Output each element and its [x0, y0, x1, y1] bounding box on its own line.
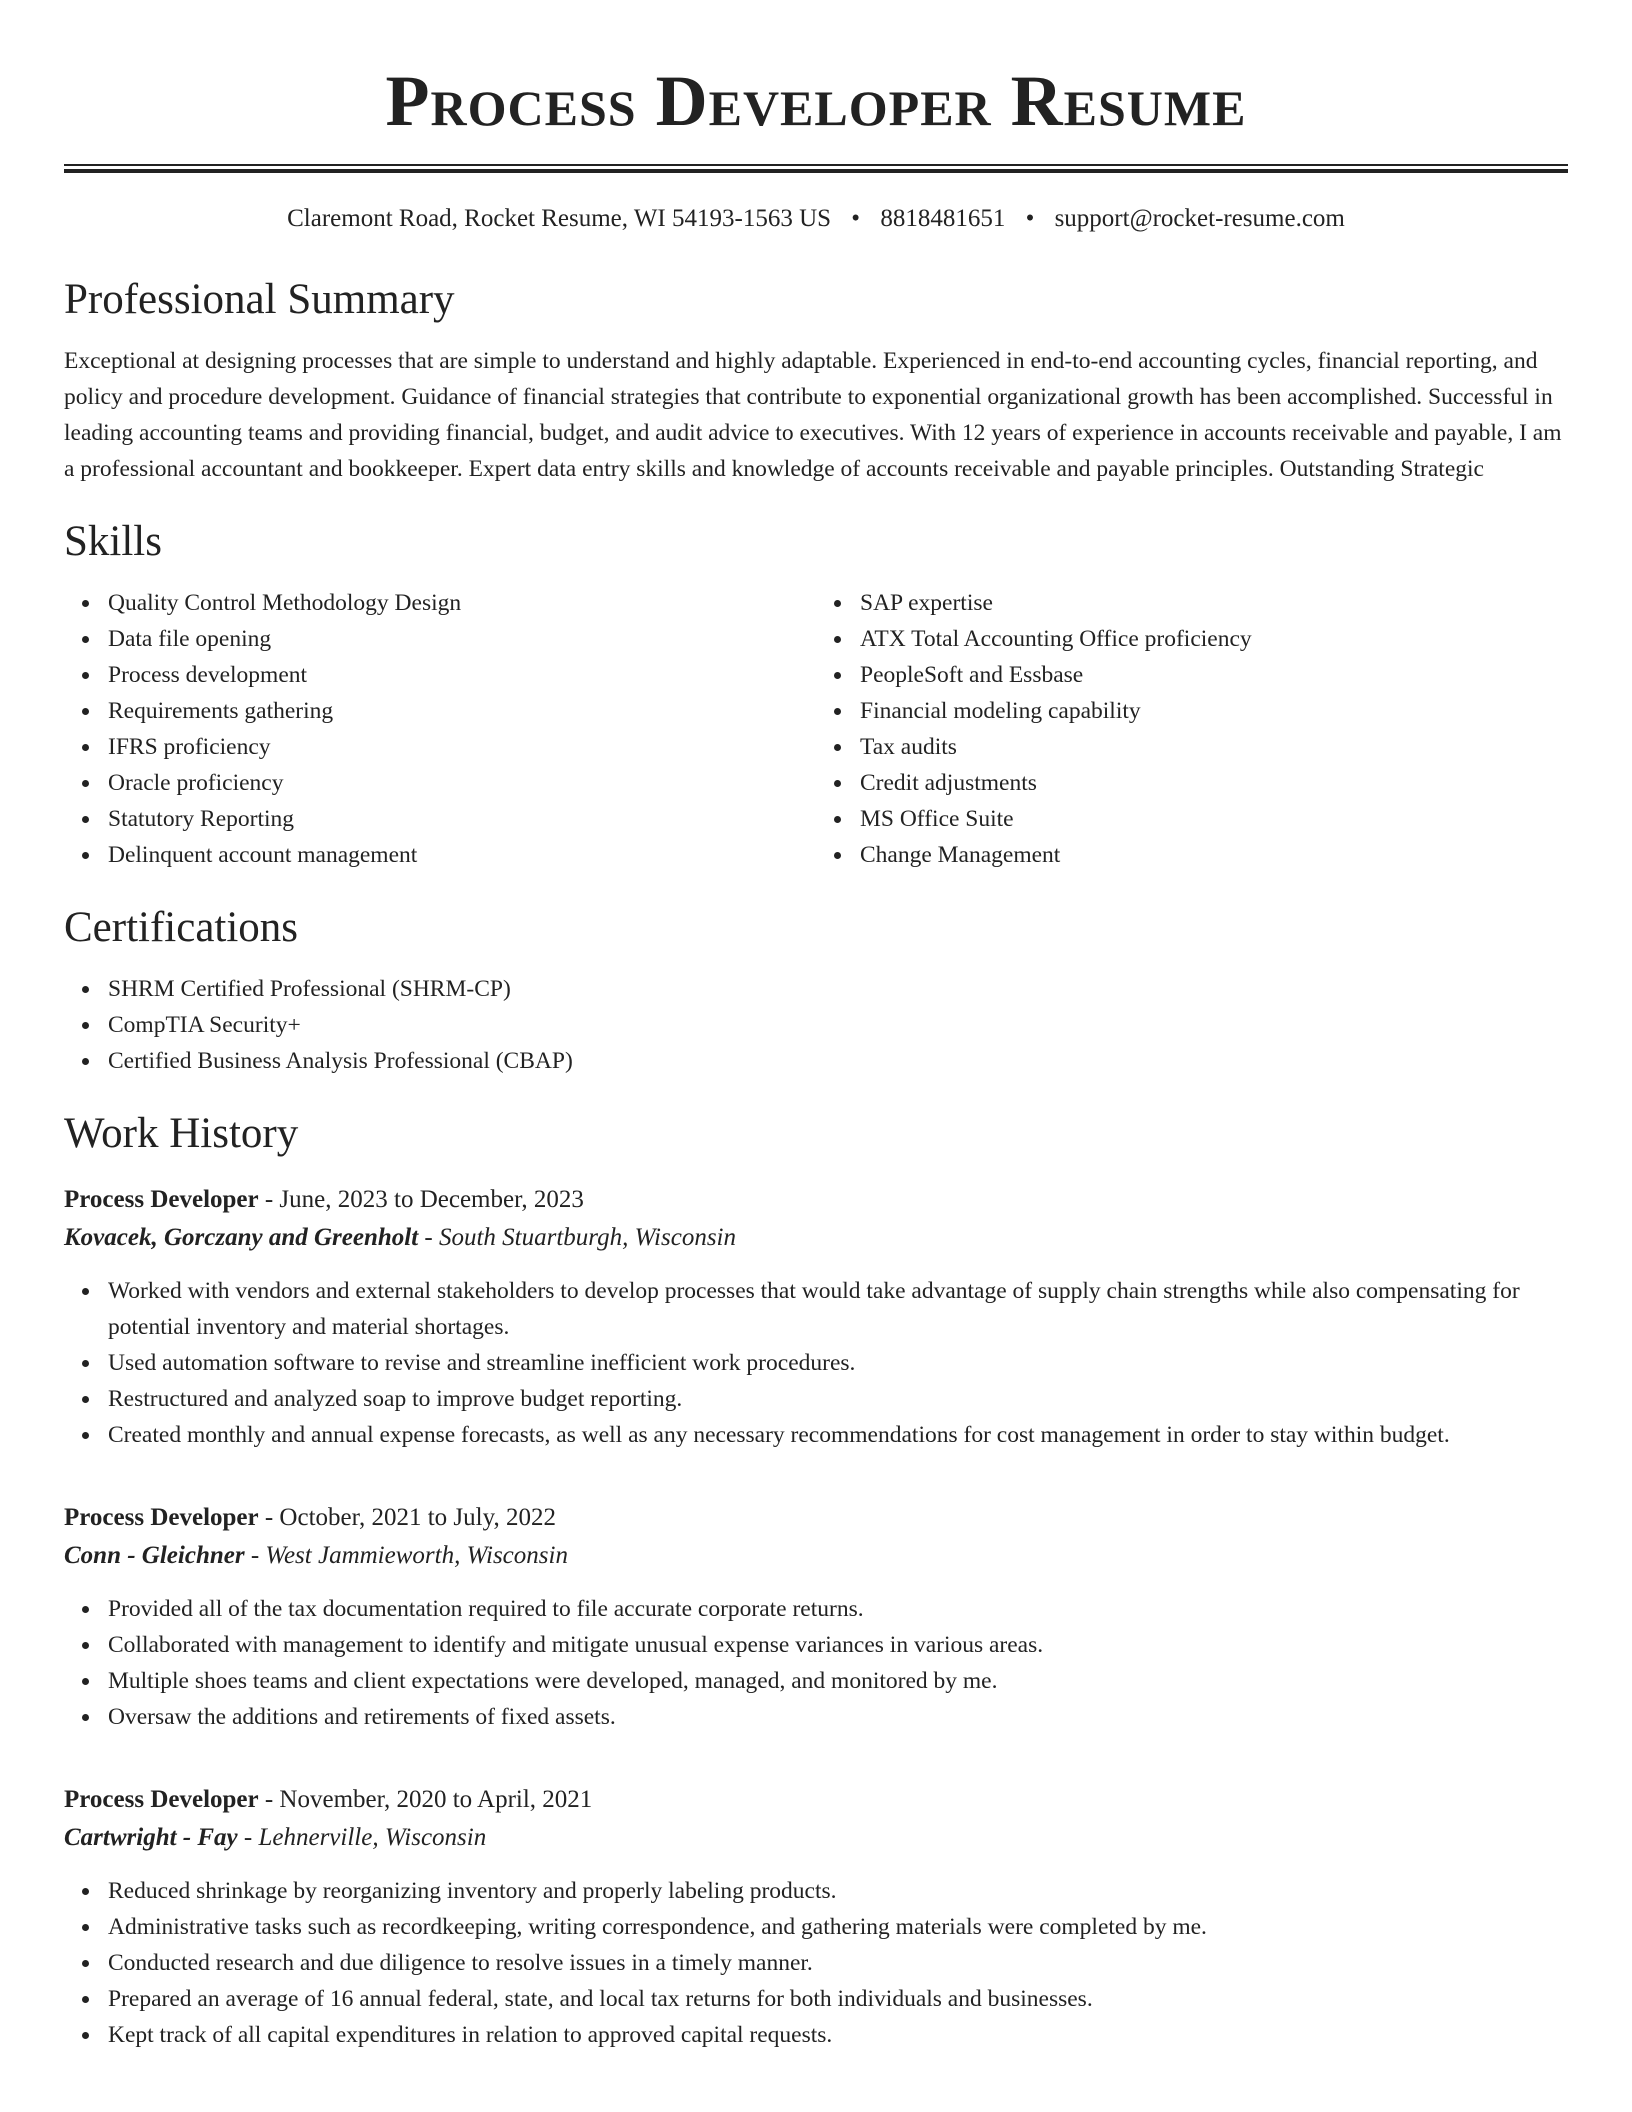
- skill-item: Statutory Reporting: [108, 801, 816, 837]
- job-title-line: [64, 1781, 1568, 1819]
- skill-item: SAP expertise: [860, 585, 1568, 621]
- job-bullet: Restructured and analyzed soap to improve budget reporting.: [108, 1381, 1568, 1417]
- section-heading-certifications: Certifications: [64, 904, 299, 951]
- certification-item: Certified Business Analysis Professional (CBAP): [108, 1043, 1568, 1079]
- job-company-line: [64, 1819, 1568, 1857]
- work-history-section: [64, 1107, 1568, 2053]
- job-bullets: [64, 1591, 1568, 1735]
- job-bullet: Kept track of all capital expenditures in relation to approved capital requests.: [108, 2017, 1568, 2053]
- certification-item: SHRM Certified Professional (SHRM-CP): [108, 971, 1568, 1007]
- job-company: Cartwright - Fay: [64, 1824, 238, 1851]
- job-dates: - November, 2020 to April, 2021: [258, 1786, 593, 1813]
- job-bullet: Administrative tasks such as recordkeeping, writing correspondence, and gathering materials were completed by me.: [108, 1909, 1568, 1945]
- skill-item: MS Office Suite: [860, 801, 1568, 837]
- job-bullet: Conducted research and due diligence to resolve issues in a timely manner.: [108, 1945, 1568, 1981]
- skill-item: Process development: [108, 657, 816, 693]
- skills-list-right: [816, 585, 1568, 873]
- job-location: - South Stuartburgh, Wisconsin: [418, 1224, 736, 1251]
- skill-item: PeopleSoft and Essbase: [860, 657, 1568, 693]
- job-bullet: Collaborated with management to identify and mitigate unusual expense variances in various areas.: [108, 1627, 1568, 1663]
- skills-section: [64, 515, 1568, 873]
- job-dates: - October, 2021 to July, 2022: [258, 1504, 556, 1531]
- job-company: Conn - Gleichner: [64, 1542, 245, 1569]
- job-entry: [64, 1499, 1568, 1735]
- contact-separator: •: [1025, 205, 1035, 232]
- job-company-line: [64, 1537, 1568, 1575]
- job-bullet: Provided all of the tax documentation required to file accurate corporate returns.: [108, 1591, 1568, 1627]
- section-heading-summary: Professional Summary: [64, 276, 455, 323]
- job-title-line: [64, 1499, 1568, 1537]
- certifications-list: [64, 971, 1568, 1079]
- job-bullet: Created monthly and annual expense forecasts, as well as any necessary recommendations for cost management in order to stay within budget.: [108, 1417, 1568, 1453]
- skill-item: Tax audits: [860, 729, 1568, 765]
- job-company-line: [64, 1219, 1568, 1257]
- job-bullets: [64, 1273, 1568, 1453]
- title-divider: [64, 164, 1568, 173]
- professional-summary-section: [64, 273, 1568, 487]
- contact-address: Claremont Road, Rocket Resume, WI 54193-1563 US: [287, 205, 832, 232]
- contact-email: support@rocket-resume.com: [1054, 205, 1345, 232]
- skills-list-left: [64, 585, 816, 873]
- contact-separator: •: [851, 205, 861, 232]
- section-heading-work-history: Work History: [64, 1110, 299, 1157]
- skill-item: Credit adjustments: [860, 765, 1568, 801]
- skills-columns: [64, 585, 1568, 873]
- job-bullet: Multiple shoes teams and client expectations were developed, managed, and monitored by me.: [108, 1663, 1568, 1699]
- job-entry: [64, 1181, 1568, 1453]
- skill-item: ATX Total Accounting Office proficiency: [860, 621, 1568, 657]
- job-title-line: [64, 1181, 1568, 1219]
- job-dates: - June, 2023 to December, 2023: [258, 1186, 584, 1213]
- job-role: Process Developer: [64, 1186, 259, 1213]
- resume-title: Process Developer Resume: [385, 61, 1247, 141]
- job-location: - Lehnerville, Wisconsin: [237, 1824, 487, 1851]
- contact-line: [64, 203, 1568, 235]
- certification-item: CompTIA Security+: [108, 1007, 1568, 1043]
- skill-item: Financial modeling capability: [860, 693, 1568, 729]
- skill-item: Data file opening: [108, 621, 816, 657]
- job-role: Process Developer: [64, 1786, 259, 1813]
- job-location: - West Jammieworth, Wisconsin: [244, 1542, 568, 1569]
- job-entry: [64, 1781, 1568, 2053]
- skill-item: Quality Control Methodology Design: [108, 585, 816, 621]
- certifications-section: [64, 901, 1568, 1079]
- skill-item: Change Management: [860, 837, 1568, 873]
- skill-item: Requirements gathering: [108, 693, 816, 729]
- section-heading-skills: Skills: [64, 518, 162, 565]
- job-bullet: Worked with vendors and external stakeholders to develop processes that would take advantage of supply chain strengths while also compensating for potential inventory and material shortages.: [108, 1273, 1568, 1345]
- job-bullet: Prepared an average of 16 annual federal, state, and local tax returns for both individuals and businesses.: [108, 1981, 1568, 2017]
- job-bullets: [64, 1873, 1568, 2053]
- job-bullet: Used automation software to revise and streamline inefficient work procedures.: [108, 1345, 1568, 1381]
- skill-item: Delinquent account management: [108, 837, 816, 873]
- job-bullet: Oversaw the additions and retirements of fixed assets.: [108, 1699, 1568, 1735]
- contact-phone: 8818481651: [880, 205, 1006, 232]
- job-bullet: Reduced shrinkage by reorganizing inventory and properly labeling products.: [108, 1873, 1568, 1909]
- summary-text: Exceptional at designing processes that are simple to understand and highly adaptable. Experienced in end-to-end accounting cycles, financial reporting, and policy and procedure development. Guidance of financial strategies that contribute to exponential organizational growth has been accomplished. Successful in leading accounting teams and providing financial, budget, and audit advice to executives. With 12 years of experience in accounts receivable and payable, I am a professional accountant and bookkeeper. Expert data entry skills and knowledge of accounts receivable and payable principles. Outstanding Strategic: [64, 348, 1562, 482]
- job-company: Kovacek, Gorczany and Greenholt: [64, 1224, 419, 1251]
- skill-item: IFRS proficiency: [108, 729, 816, 765]
- job-role: Process Developer: [64, 1504, 259, 1531]
- skill-item: Oracle proficiency: [108, 765, 816, 801]
